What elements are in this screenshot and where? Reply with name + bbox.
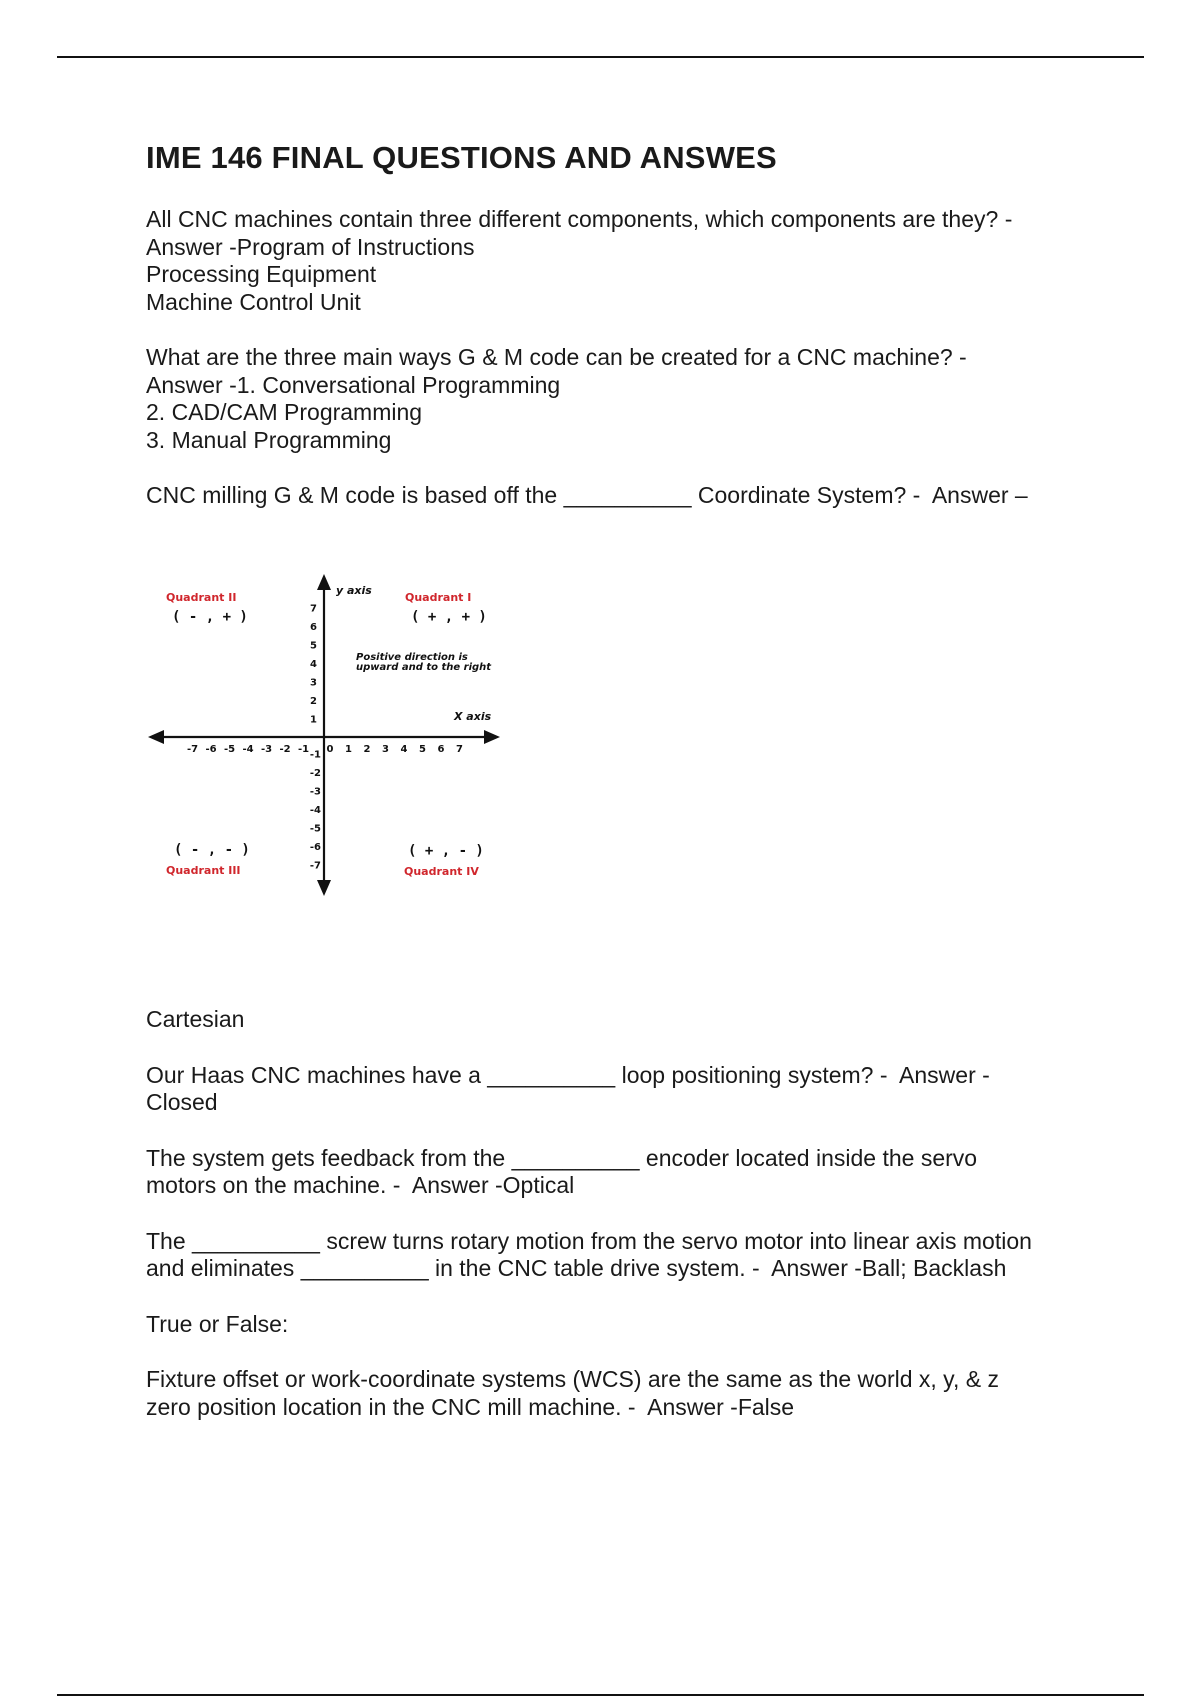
- y-tick-label: 6: [310, 622, 317, 633]
- y-tick-label: 3: [310, 677, 317, 689]
- x-tick-label: 1: [345, 744, 352, 755]
- y-tick-label: 7: [310, 603, 317, 615]
- x-tick-label: -5: [223, 744, 236, 755]
- x-tick-label: -4: [242, 744, 254, 755]
- y-tick-label: -7: [309, 860, 321, 872]
- x-tick-label: -2: [279, 744, 291, 755]
- quadrant-1-sign: ( + , + ): [411, 609, 487, 625]
- qa1-line-2: Answer -Program of Instructions: [146, 233, 475, 260]
- quadrant-4-label: Quadrant IV: [404, 865, 479, 878]
- qa2-line-2: Answer -1. Conversational Programming: [146, 371, 561, 398]
- quadrant-2-sign: ( - , + ): [172, 609, 248, 625]
- x-tick-label: 6: [437, 744, 445, 755]
- y-tick-label: 5: [310, 640, 317, 652]
- qa4-line-2: Closed: [146, 1089, 218, 1115]
- qa4-line-1: Our Haas CNC machines have a __________ loop positioning system? - Answer -: [146, 1061, 990, 1088]
- x-tick-label: 3: [382, 744, 389, 755]
- question-fixture-offset: [146, 1366, 1106, 1421]
- qa5-line-2: motors on the machine. - Answer -Optical: [146, 1172, 575, 1198]
- y-tick-label: 2: [310, 696, 317, 707]
- qa6-line-2: and eliminates __________ in the CNC table drive system. - Answer -Ball; Backlash: [146, 1255, 1007, 1281]
- qa5-line-1: The system gets feedback from the __________ encoder located inside the servo: [146, 1144, 978, 1171]
- quadrant-2-label: Quadrant II: [166, 591, 237, 604]
- quadrant-4-sign: ( + , - ): [408, 843, 484, 859]
- qa6-line-1: The __________ screw turns rotary motion from the servo motor into linear axis motion: [146, 1227, 1032, 1254]
- qa1-line-3: Processing Equipment: [146, 261, 377, 287]
- question-encoder: [146, 1145, 1106, 1200]
- qa1-line-1: All CNC machines contain three different components, which components are they? -: [146, 206, 1013, 232]
- document-body-lower: [146, 1006, 1106, 1421]
- y-tick-label: -2: [309, 768, 321, 779]
- question-ball-screw: [146, 1228, 1106, 1283]
- x-tick-label: -3: [260, 744, 273, 755]
- true-false-heading: True or False:: [146, 1310, 289, 1337]
- cartesian-svg: [146, 570, 506, 900]
- x-tick-label: 5: [419, 744, 426, 755]
- top-rule: [57, 56, 1144, 58]
- y-tick-label: 1: [310, 714, 317, 726]
- x-tick-label: 4: [400, 744, 408, 755]
- qa2-line-3: 2. CAD/CAM Programming: [146, 399, 423, 425]
- y-axis-arrow-down: [317, 880, 331, 896]
- question-gm-code: [146, 344, 1106, 454]
- quadrant-1-label: Quadrant I: [405, 591, 472, 604]
- y-tick-label: -4: [309, 805, 321, 816]
- y-tick-label: -5: [309, 823, 321, 835]
- question-loop-system: [146, 1062, 1106, 1117]
- x-axis-arrow-right: [484, 730, 500, 744]
- bottom-rule: [57, 1694, 1144, 1696]
- qa1-line-4: Machine Control Unit: [146, 288, 361, 315]
- x-axis-arrow-left: [148, 730, 164, 744]
- qa3-question: CNC milling G & M code is based off the __________ Coordinate System? - Answer –: [146, 482, 1028, 508]
- x-tick-label: 0: [326, 744, 334, 755]
- y-tick-label: -3: [309, 786, 321, 798]
- direction-note-line-2: upward and to the right: [356, 662, 492, 673]
- x-tick-label: -7: [186, 744, 199, 755]
- qa2-line-4: 3. Manual Programming: [146, 426, 392, 453]
- tf-line-1: Fixture offset or work-coordinate systems (WCS) are the same as the world x, y, & z: [146, 1366, 999, 1392]
- x-tick-label: -1: [297, 744, 310, 755]
- direction-note-line-1: Positive direction is: [356, 652, 468, 663]
- x-tick-label: 2: [363, 744, 371, 755]
- y-axis-label: y axis: [336, 584, 372, 597]
- y-tick-label: -6: [309, 842, 321, 853]
- question-components: [146, 206, 1106, 316]
- y-tick-label: 4: [310, 659, 317, 670]
- cartesian-diagram: [146, 570, 506, 900]
- y-tick-label: -1: [309, 749, 321, 761]
- qa3-answer: Cartesian: [146, 1006, 245, 1032]
- document-body: [146, 140, 1106, 510]
- qa2-line-1: What are the three main ways G & M code can be created for a CNC machine? -: [146, 344, 967, 370]
- x-tick-label: 7: [456, 744, 463, 755]
- y-axis-arrow-up: [317, 574, 331, 590]
- quadrant-3-label: Quadrant III: [166, 864, 241, 877]
- x-axis-label: X axis: [454, 710, 492, 723]
- tf-line-2: zero position location in the CNC mill machine. - Answer -False: [146, 1393, 795, 1420]
- x-tick-label: -6: [205, 744, 217, 755]
- page-title: IME 146 FINAL QUESTIONS AND ANSWES: [146, 140, 777, 175]
- quadrant-3-sign: ( - , - ): [174, 842, 250, 858]
